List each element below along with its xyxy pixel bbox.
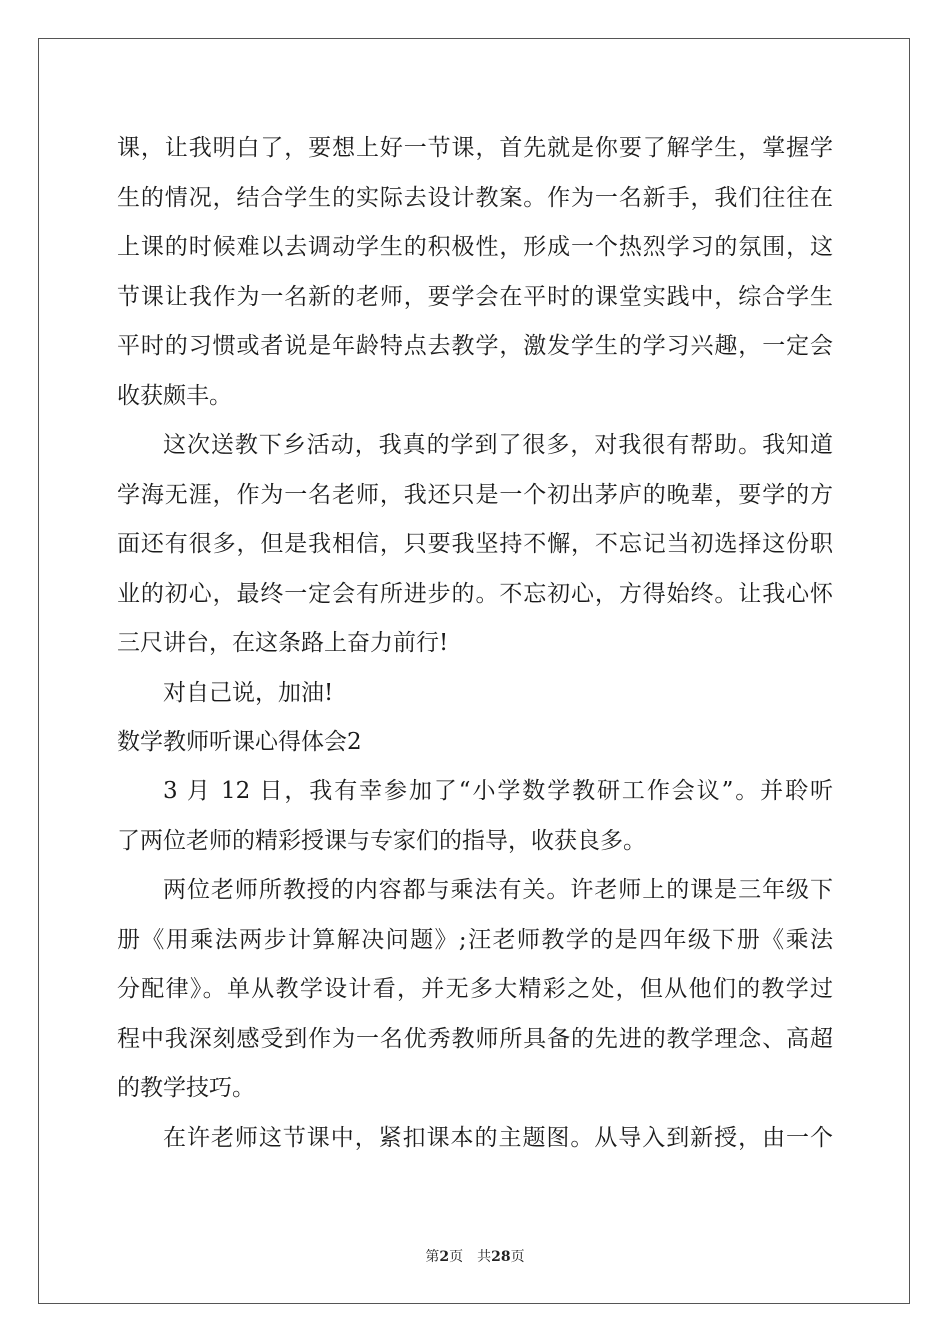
text-line: 生的情况，结合学生的实际去设计教案。作为一名新手，我们往往在: [117, 184, 833, 211]
total-prefix: 共: [477, 1249, 492, 1265]
text-line: 对自己说，加油!: [163, 679, 334, 706]
document-body: [117, 124, 833, 1163]
text-line: 业的初心，最终一定会有所进步的。不忘初心，方得始终。让我心怀: [117, 580, 833, 607]
text-line: 3 月 12 日，我有幸参加了“小学数学教研工作会议”。并聆听: [163, 778, 833, 804]
total-pages: 28: [491, 1249, 511, 1265]
text-line: 两位老师所教授的内容都与乘法有关。许老师上的课是三年级下: [163, 877, 833, 903]
text-line: 了两位老师的精彩授课与专家们的指导，收获良多。: [117, 827, 646, 854]
page-prefix: 第: [425, 1249, 440, 1265]
page-footer: [0, 1246, 950, 1266]
text-line: 册《用乘法两步计算解决问题》;汪老师教学的是四年级下册《乘法: [117, 926, 833, 953]
page-suffix: 页: [449, 1249, 464, 1265]
text-line: 学海无涯，作为一名老师，我还只是一个初出茅庐的晚辈，要学的方: [117, 481, 833, 508]
text-line: 程中我深刻感受到作为一名优秀教师所具备的先进的教学理念、高超: [117, 1025, 833, 1052]
total-suffix: 页: [510, 1249, 525, 1265]
text-line: 三尺讲台，在这条路上奋力前行!: [117, 630, 449, 656]
text-line: 课，让我明白了，要想上好一节课，首先就是你要了解学生，掌握学: [117, 135, 833, 161]
text-line: 分配律》。单从教学设计看，并无多大精彩之处，但从他们的教学过: [117, 976, 833, 1002]
text-line: 的教学技巧。: [117, 1075, 255, 1101]
text-line: 面还有很多，但是我相信，只要我坚持不懈，不忘记当初选择这份职: [117, 531, 833, 557]
text-line: 平时的习惯或者说是年龄特点去教学，激发学生的学习兴趣，一定会: [117, 333, 833, 359]
text-line: 节课让我作为一名新的老师，要学会在平时的课堂实践中，综合学生: [117, 283, 833, 310]
page-number: 2: [439, 1249, 450, 1265]
text-line: 上课的时候难以去调动学生的积极性，形成一个热烈学习的氛围，这: [117, 234, 833, 260]
text-line: 在许老师这节课中，紧扣课本的主题图。从导入到新授，由一个: [163, 1124, 833, 1151]
text-line: 收获颇丰。: [117, 382, 232, 409]
section-heading: 数学教师听课心得体会2: [117, 729, 362, 755]
text-line: 这次送教下乡活动，我真的学到了很多，对我很有帮助。我知道: [163, 432, 833, 458]
